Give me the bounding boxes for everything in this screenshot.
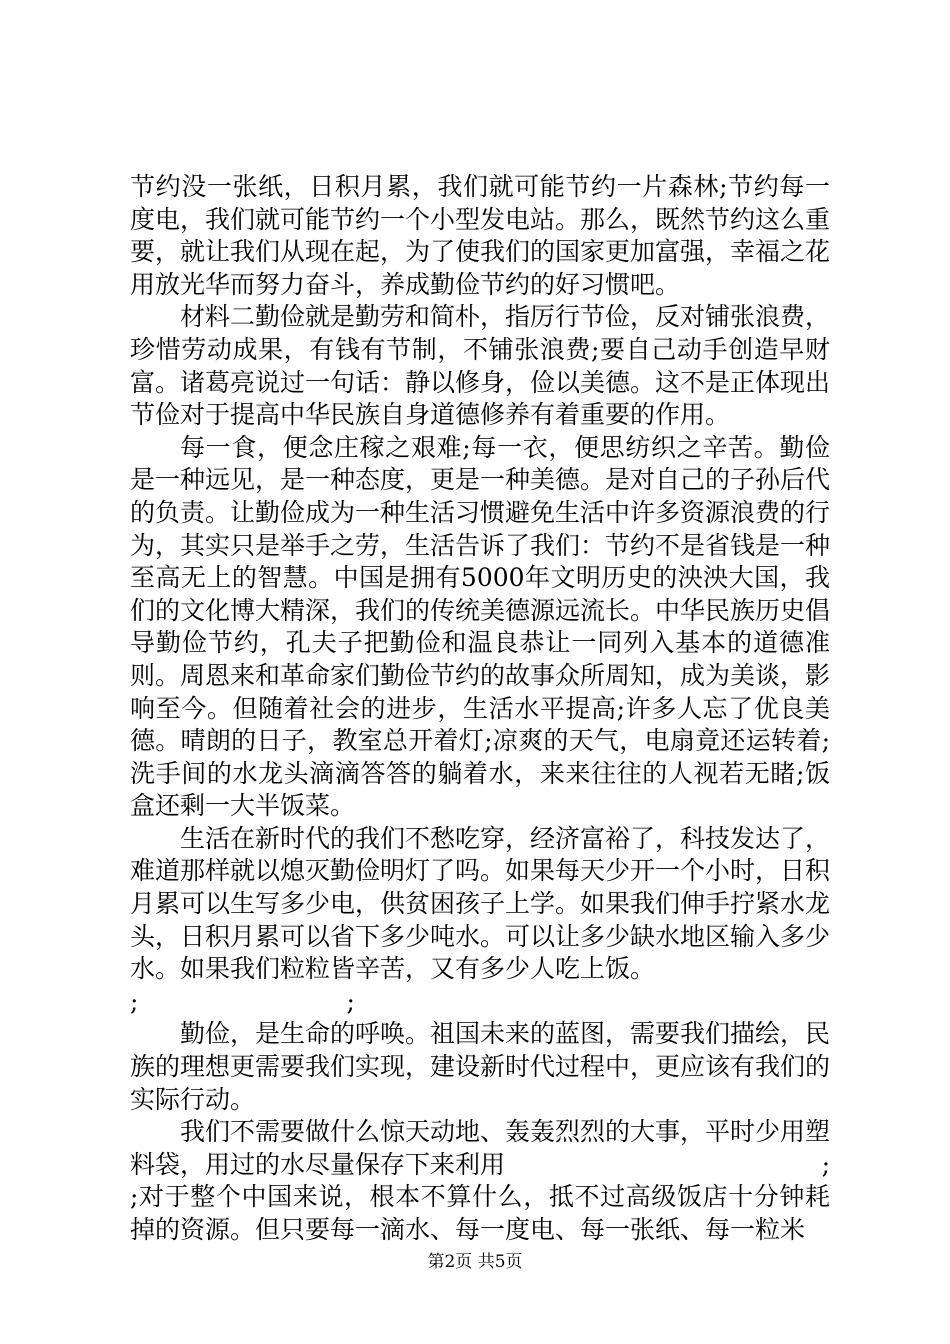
page-number-footer: 第2页 共5页 xyxy=(427,1252,523,1272)
paragraph-3: 每一食，便念庄稼之艰难;每一衣，便思纺织之辛苦。勤俭是一种远见，是一种态度，更是一种美德。是对自己的子孙后代的负责。让勤俭成为一种生活习惯避免生活中许多资源浪费的行为，其实只是举手之劳，生活告诉了我们：节约不是省钱是一种至高无上的智慧。中国是拥有5000年文明历史的泱泱大国，我们的文化博大精深，我们的传统美德源远流长。中华民族历史倡导勤俭节约，孔夫子把勤俭和温良恭让一同列入基本的道德准则。周恩来和革命家们勤俭节约的故事众所周知，成为美谈，影响至今。但随着社会的进步，生活水平提高;许多人忘了优良美德。晴朗的日子，教室总开着灯;凉爽的天气，电扇竟还运转着;洗手间的水龙头滴滴答答的躺着水，来来往往的人视若无睹;饭盒还剩一大半饭菜。 xyxy=(130,432,831,821)
semicolon-line xyxy=(130,986,830,1019)
semicolon-fragment-b: ; xyxy=(346,986,355,1016)
paragraph-1: 节约没一张纸，日积月累，我们就可能节约一片森林;节约每一度电，我们就可能节约一个小型发电站。那么，既然节约这么重要，就让我们从现在起，为了使我们的国家更加富强，幸福之花用放光华而努力奋斗，养成勤俭节约的好习惯吧。 xyxy=(130,172,831,299)
paragraph-6-text: 我们不需要做什么惊天动地、轰轰烈烈的大事，平时少用塑料袋，用过的水尽量保存下来利用 xyxy=(130,1117,831,1179)
paragraph-7: ;对于整个中国来说，根本不算什么，抵不过高级饭店十分钟耗掉的资源。但只要每一滴水、每一度电、每一张纸、每一粒米 xyxy=(130,1182,830,1244)
semicolon-fragment-a: ; xyxy=(130,986,139,1016)
document-body xyxy=(130,171,830,1247)
paragraph-6 xyxy=(130,1116,830,1181)
semicolon-fragment-c: ; xyxy=(821,1149,830,1179)
paragraph-5: 勤俭，是生命的呼唤。祖国未来的蓝图，需要我们描绘，民族的理想更需要我们实现，建设新时代过程中，更应该有我们的实际行动。 xyxy=(130,1019,831,1114)
paragraph-4: 生活在新时代的我们不愁吃穿，经济富裕了，科技发达了，难道那样就以熄灭勤俭明灯了吗。如果每天少开一个小时，日积月累可以生写多少电，供贫困孩子上学。如果我们伸手拧紧水龙头，日积月累可以省下多少吨水。可以让多少缺水地区输入多少水。如果我们粒粒皆辛苦，又有多少人吃上饭。 xyxy=(130,823,831,984)
paragraph-2: 材料二勤俭就是勤劳和简朴，指厉行节俭，反对铺张浪费，珍惜劳动成果，有钱有节制，不铺张浪费;要自己动手创造早财富。诸葛亮说过一句话：静以修身，俭以美德。这不是正体现出节俭对于提高中华民族自身道德修养有着重要的作用。 xyxy=(130,302,831,430)
